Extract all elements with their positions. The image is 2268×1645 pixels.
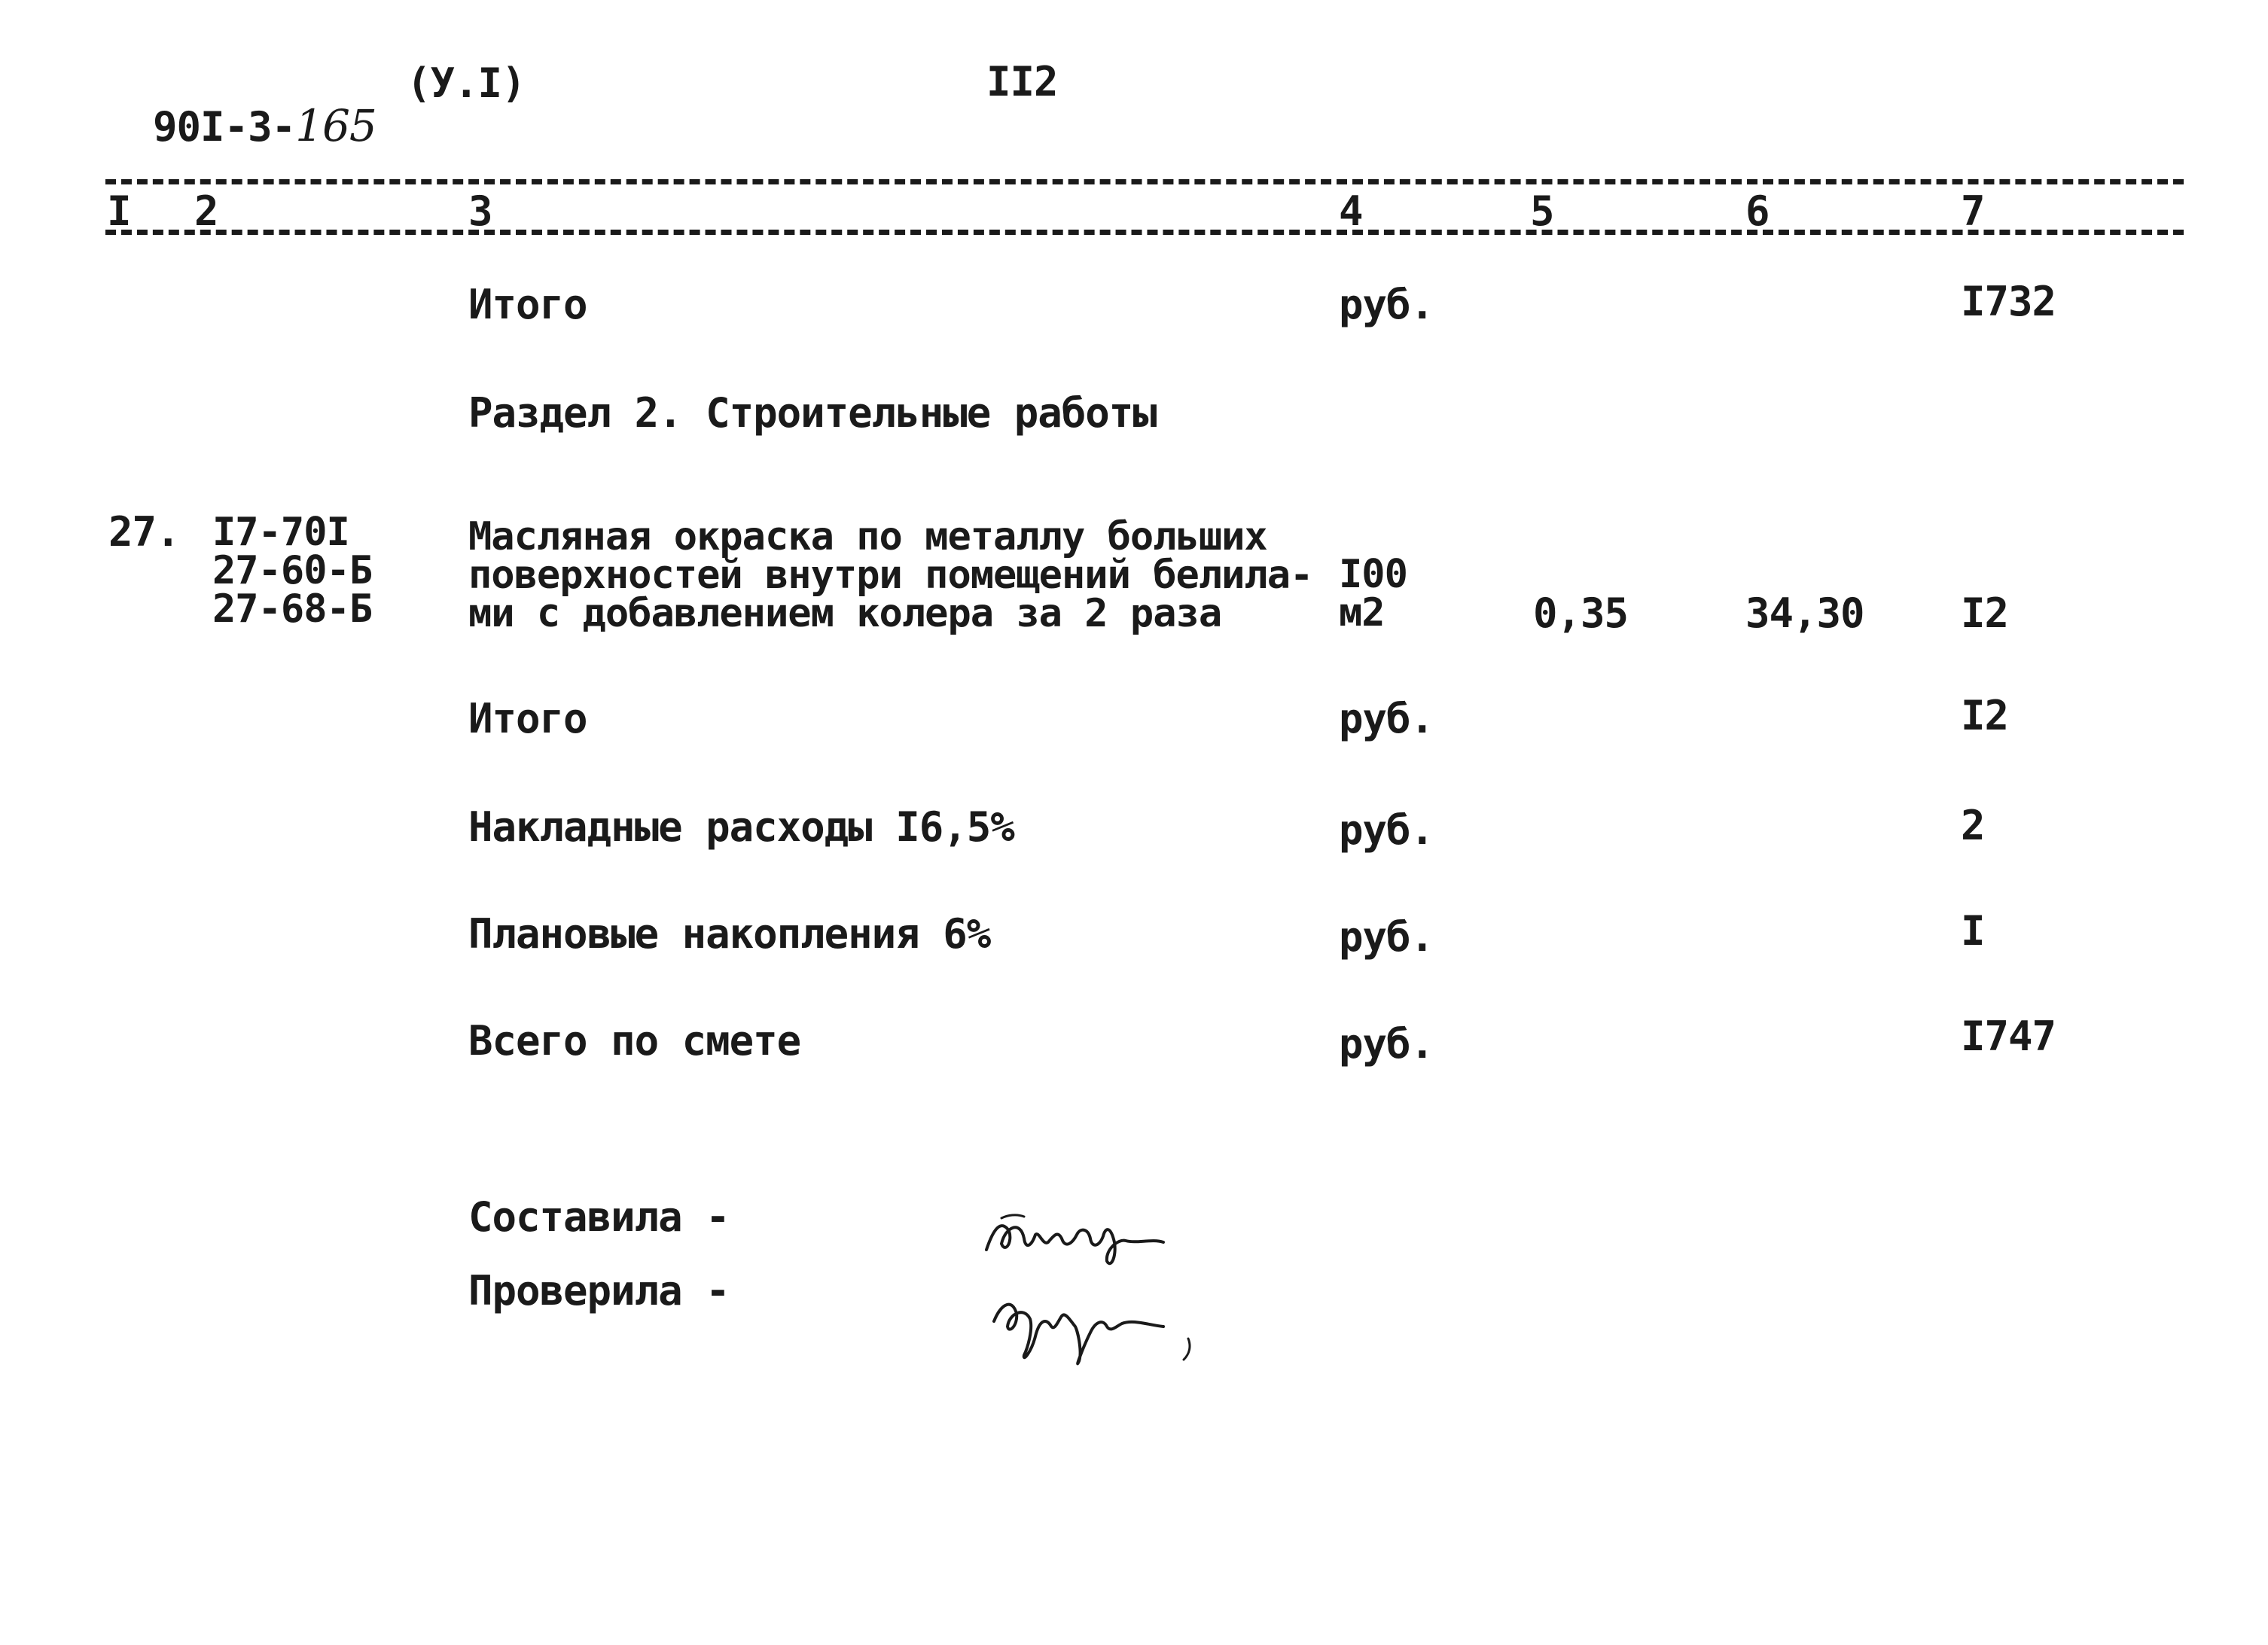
col-header-1: I: [107, 187, 131, 235]
grand-total-value: I747: [1961, 1013, 2056, 1060]
itogo-2-total: I2: [1961, 692, 2009, 739]
planned-unit: руб.: [1339, 913, 1434, 961]
item-27-number: 27.: [108, 508, 180, 556]
overhead-unit: руб.: [1339, 806, 1434, 854]
col-header-2: 2: [194, 187, 218, 235]
planned-label: Плановые накопления 6%: [468, 910, 991, 958]
item-27-description: [468, 514, 1313, 636]
checked-signature: [986, 1280, 1235, 1378]
item-27-total: I2: [1961, 589, 2009, 637]
itogo-2-unit: руб.: [1339, 695, 1434, 742]
itogo-1-label: Итого: [468, 281, 587, 328]
item-27-codes: [212, 510, 373, 632]
col-header-6: 6: [1745, 187, 1770, 235]
document-code-handwritten: 165: [295, 100, 376, 151]
itogo-1-total: I732: [1961, 278, 2056, 325]
itogo-1-unit: руб.: [1339, 281, 1434, 328]
header-rule-top: [105, 179, 2184, 184]
item-27-code-2: 27-60-Б: [212, 547, 373, 593]
header-rule-bottom: [105, 230, 2184, 235]
planned-total: I: [1961, 907, 1985, 955]
overhead-label: Накладные расходы I6,5%: [468, 803, 1014, 851]
item-27-unit-line-2: м2: [1339, 589, 1385, 635]
col-header-7: 7: [1961, 187, 1985, 235]
item-27-description-line-1: Масляная окраска по металлу больших: [468, 514, 1267, 559]
overhead-total: 2: [1961, 802, 1985, 849]
item-27-code-1: I7-70I: [212, 510, 349, 555]
item-27-unit: [1339, 552, 1407, 635]
item-27-description-line-3: ми с добавлением колера за 2 раза: [468, 590, 1222, 636]
col-header-3: 3: [468, 187, 492, 235]
grand-total-label: Всего по смете: [468, 1017, 801, 1065]
col-header-5: 5: [1530, 187, 1554, 235]
document-volume: (У.I): [407, 59, 526, 107]
item-27-price: 34,30: [1745, 589, 1864, 637]
page-number: II2: [986, 58, 1058, 105]
col-header-4: 4: [1339, 187, 1363, 235]
item-27-description-line-2: поверхностей внутри помещений белила-: [468, 552, 1313, 598]
compiled-by-label: Составила -: [468, 1193, 730, 1241]
grand-total-unit: руб.: [1339, 1020, 1434, 1068]
item-27-unit-line-1: I00: [1339, 552, 1407, 597]
document-code: [105, 63, 376, 151]
item-27-quantity: 0,35: [1533, 589, 1629, 637]
document-code-prefix: 90I-3-: [153, 103, 296, 151]
itogo-2-label: Итого: [468, 695, 587, 742]
section-title: Раздел 2. Строительные работы: [468, 389, 1157, 437]
compiled-signature: [979, 1197, 1205, 1272]
item-27-code-3: 27-68-Б: [212, 586, 373, 632]
checked-by-label: Проверила -: [468, 1267, 730, 1314]
